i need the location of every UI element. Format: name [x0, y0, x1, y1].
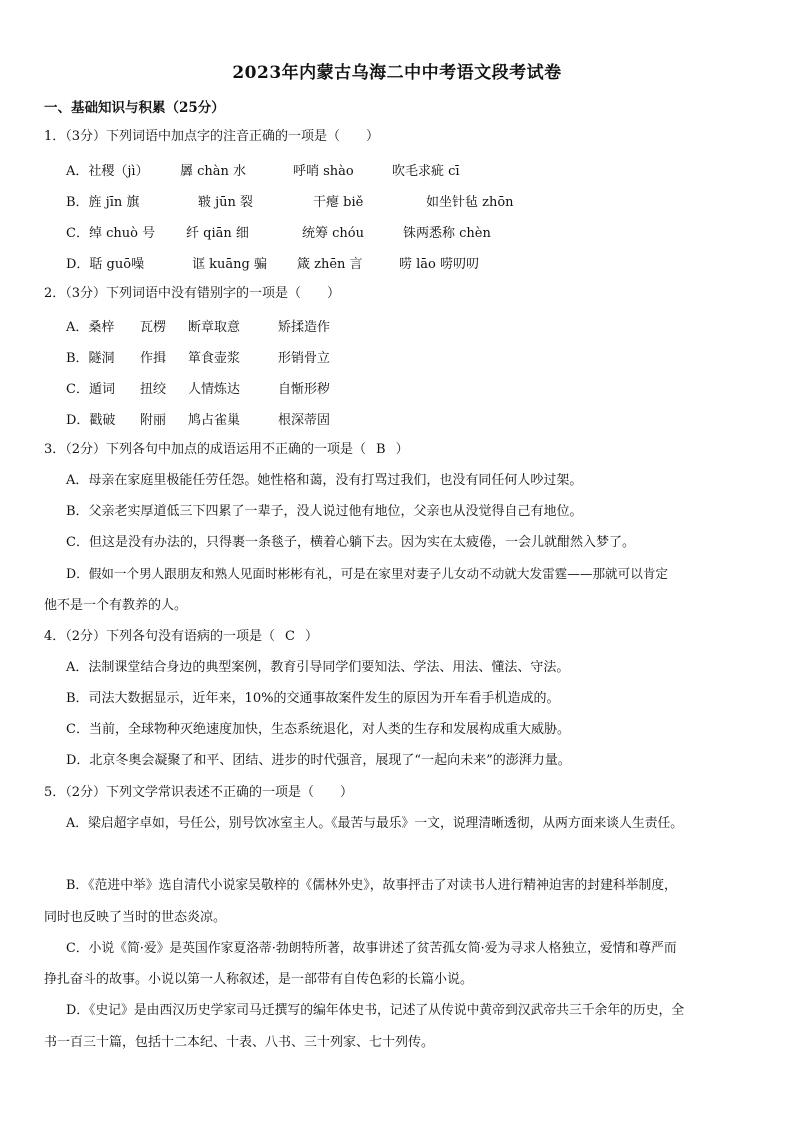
q1-d-1: D．聒 guō噪 — [66, 257, 145, 272]
q1-b-2: 皲 jūn 裂 — [198, 195, 254, 210]
q3-stem-text: 3．（2分）下列各句中加点的成语运用不正确的一项是（ — [44, 442, 367, 457]
question-4-stem — [44, 628, 318, 646]
question-2-stem: 2．（3分）下列词语中没有错别字的一项是（ ） — [44, 286, 341, 301]
q2-c-1: C．遁词 — [66, 382, 115, 397]
section-heading: 一、基础知识与积累（25分） — [44, 100, 225, 116]
q2-b-1: B．隧洞 — [66, 351, 115, 366]
q5-option-d-cont: 书一百三十篇，包括十二本纪、十表、八书、三十列家、七十列传。 — [44, 1035, 435, 1050]
q1-a-2: 羼 chàn 水 — [180, 164, 247, 179]
q1-a-3: 呼哨 shào — [293, 164, 354, 179]
q2-d-3: 鸠占雀巢 — [188, 413, 241, 428]
q1-a-4: 吹毛求疵 cī — [392, 164, 460, 179]
q4-stem-text: 4．（2分）下列各句没有语病的一项是（ — [44, 629, 276, 644]
question-3-stem — [44, 441, 409, 459]
q2-a-4: 矫揉造作 — [278, 320, 331, 335]
q2-c-4: 自惭形秽 — [278, 382, 331, 397]
q1-d-2: 诓 kuāng 骗 — [192, 257, 267, 272]
q1-b-1: B．旌 jīn 旗 — [66, 195, 140, 210]
q3-option-c: C．但这是没有办法的，只得裹一条毯子，横着心躺下去。因为实在太疲倦，一会儿就酣然入梦了。 — [66, 535, 635, 550]
q3-answer: B — [376, 442, 386, 457]
q1-c-4: 铢两悉称 chèn — [403, 226, 491, 241]
q5-option-b: B．《范进中举》选自清代小说家吴敬梓的《儒林外史》，故事抨击了对读书人进行精神迫害的封建科举制度， — [66, 878, 677, 893]
q5-option-c-cont: 挣扎奋斗的故事。小说以第一人称叙述，是一部带有自传色彩的长篇小说。 — [44, 972, 474, 987]
q2-d-1: D．戳破 — [66, 413, 116, 428]
q2-d-4: 根深蒂固 — [278, 413, 331, 428]
q1-b-3: 干瘪 biě — [313, 195, 364, 210]
q2-c-2: 扭绞 — [140, 382, 167, 397]
q1-d-3: 箴 zhēn 言 — [297, 257, 363, 272]
q5-option-b-cont: 同时也反映了当时的世态炎凉。 — [44, 910, 227, 925]
q2-b-2: 作揖 — [140, 351, 167, 366]
q1-c-1: C．绰 chuò 号 — [66, 226, 156, 241]
q4-option-a: A．法制课堂结合身边的典型案例，教育引导同学们要知法、学法、用法、懂法、守法。 — [66, 660, 570, 675]
q2-a-2: 瓦楞 — [140, 320, 167, 335]
q4-stem-close: ） — [305, 629, 319, 644]
q4-option-b: B．司法大数据显示，近年来，10%的交通事故案件发生的原因为开车看手机造成的。 — [66, 691, 560, 706]
q3-stem-close: ） — [395, 442, 409, 457]
page-title: 2023年内蒙古乌海二中中考语文段考试卷 — [232, 63, 562, 83]
q1-c-3: 统筹 chóu — [302, 226, 364, 241]
q1-c-2: 纤 qiān 细 — [186, 226, 249, 241]
q2-c-3: 人情炼达 — [188, 382, 241, 397]
q5-option-d: D．《史记》是由西汉历史学家司马迁撰写的编年体史书，记述了从传说中黄帝到汉武帝共三千余年的历史，全 — [66, 1003, 685, 1018]
q1-b-4: 如坐针毡 zhōn — [426, 195, 514, 210]
question-1-stem: 1．（3分）下列词语中加点字的注音正确的一项是（ ） — [44, 129, 380, 144]
q3-option-d-cont: 他不是一个有教养的人。 — [44, 598, 188, 613]
q2-b-4: 形销骨立 — [278, 351, 331, 366]
q3-option-b: B．父亲老实厚道低三下四累了一辈子，没人说过他有地位，父亲也从没觉得自己有地位。 — [66, 504, 583, 519]
q4-answer: C — [285, 629, 295, 644]
q2-a-1: A．桑梓 — [66, 320, 115, 335]
q5-option-c: C．小说《简·爱》是英国作家夏洛蒂·勃朗特所著，故事讲述了贫苦孤女简·爱为寻求人格独立，爱情和尊严而 — [66, 941, 677, 956]
q2-d-2: 附丽 — [140, 413, 167, 428]
q4-option-d: D．北京冬奥会凝聚了和平、团结、进步的时代强音，展现了“一起向未来”的澎湃力量。 — [66, 753, 571, 768]
q2-a-3: 断章取意 — [188, 320, 241, 335]
question-5-stem: 5．（2分）下列文学常识表述不正确的一项是（ ） — [44, 785, 354, 800]
q1-d-4: 唠 lāo 唠叨叨 — [399, 257, 479, 272]
q3-option-a: A．母亲在家庭里极能任劳任怨。她性格和蔼，没有打骂过我们，也没有同任何人吵过架。 — [66, 473, 583, 488]
q3-option-d: D．假如一个男人跟朋友和熟人见面时彬彬有礼，可是在家里对妻子儿女动不动就大发雷霆——那就可以肯定 — [66, 566, 669, 581]
q5-option-a: A．梁启超字卓如，号任公，别号饮冰室主人。《最苦与最乐》一文，说理清晰透彻，从两方面来谈人生责任。 — [66, 816, 684, 831]
q2-b-3: 箪食壶浆 — [188, 351, 241, 366]
q4-option-c: C．当前，全球物种灭绝速度加快，生态系统退化，对人类的生存和发展构成重大威胁。 — [66, 722, 570, 737]
q1-a-1: A．社稷（jì） — [66, 164, 149, 179]
